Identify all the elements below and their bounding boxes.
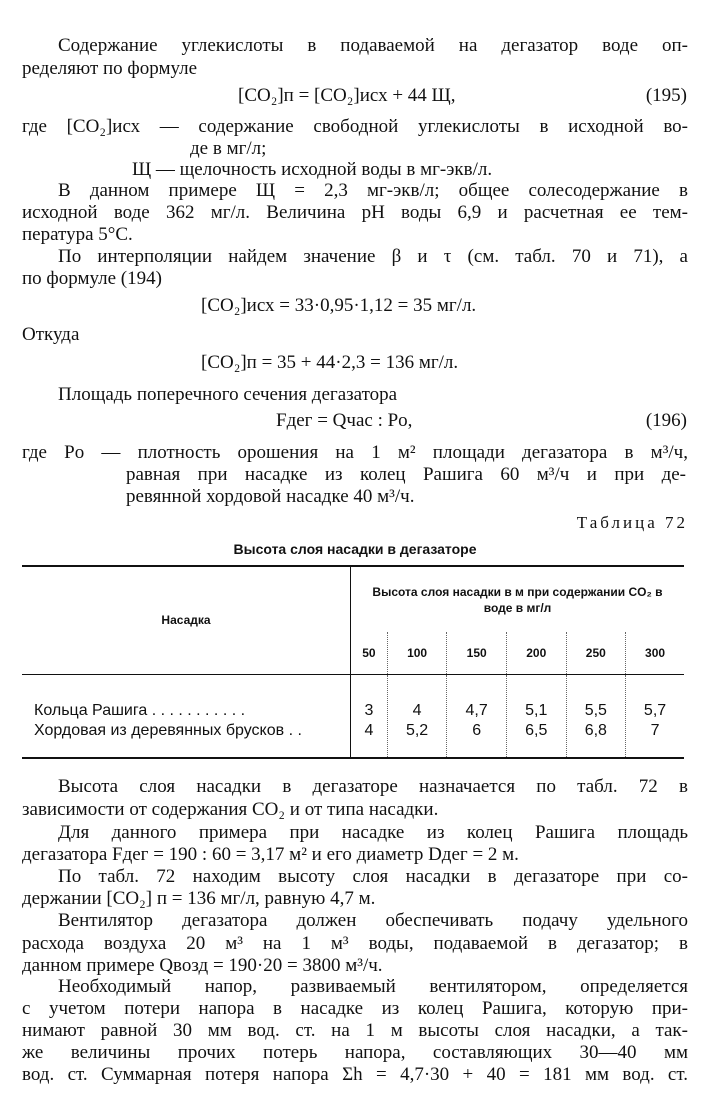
cell-value: 4 — [364, 721, 374, 739]
paragraph-line: данном примере Qвозд = 190·20 = 3800 м³/ч. — [22, 955, 383, 976]
paragraph-line: дегазатора Fдег = 190 : 60 = 3,17 м² и его диаметр Dдег = 2 м. — [22, 844, 519, 865]
header-packing: Насадка — [22, 566, 351, 674]
cell-value: 4 — [412, 701, 422, 719]
table-cell — [447, 674, 507, 758]
table-row-names — [22, 674, 351, 758]
cell-value: 6,5 — [525, 721, 548, 739]
equation-196: Fдег = Qчас : Pо, — [276, 410, 413, 431]
cell-value: 5,2 — [405, 721, 429, 739]
equation-co2-supplied: [CO₂]п = 35 + 44·2,3 = 136 мг/л. — [201, 352, 459, 373]
equation-number: (195) — [645, 85, 687, 106]
header-concentration: 250 — [566, 632, 626, 674]
definition-line: где Pо — плотность орошения на 1 м² площади дегазатора в м³/ч, — [22, 442, 688, 463]
definition-line: де в мг/л; — [190, 138, 267, 159]
table-cell — [566, 674, 626, 758]
cell-value: 4,7 — [465, 701, 488, 719]
header-concentration: 300 — [626, 632, 684, 674]
header-concentration: 100 — [387, 632, 447, 674]
paragraph-line: исходной воде 362 мг/л. Величина pH воды 6,9 и расчетная ее тем- — [22, 202, 688, 223]
cell-value: 3 — [364, 701, 374, 719]
table-cell — [626, 674, 684, 758]
header-group: Высота слоя насадки в м при содержании CO₂ в воде в мг/л — [351, 566, 685, 632]
cell-value: 6,8 — [584, 721, 607, 739]
paragraph-line: с учетом потери напора в насадке из колец Рашига, которую при- — [22, 998, 688, 1019]
header-concentration: 150 — [447, 632, 507, 674]
paragraph-line: Для данного примера при насадке из колец Рашига площадь — [58, 822, 688, 843]
paragraph-line: же величины прочих потерь напора, составляющих 30—40 мм — [22, 1042, 688, 1063]
paragraph-line: держании [CO₂] п = 136 мг/л, равную 4,7 м. — [22, 888, 376, 909]
table-cell — [351, 674, 388, 758]
definition-line: ревянной хордовой насадке 40 м³/ч. — [126, 486, 415, 507]
paragraph-line: Вентилятор дегазатора должен обеспечивать подачу удельного — [58, 910, 688, 931]
paragraph-line: пература 5°С. — [22, 224, 133, 245]
paragraph-line: расхода воздуха 20 м³ на 1 м³ воды, подаваемой в дегазатор; в — [22, 933, 688, 954]
row-name: Кольца Рашига . . . . . . . . . . . — [34, 701, 246, 719]
cell-value: 5,7 — [643, 701, 667, 719]
table-caption: Высота слоя насадки в дегазаторе — [233, 541, 477, 557]
packing-height-table — [22, 565, 684, 759]
cell-value: 6 — [472, 721, 482, 739]
paragraph-line: В данном примере Щ = 2,3 мг-экв/л; общее солесодержание в — [58, 180, 688, 201]
table-label: Таблица 72 — [576, 513, 688, 532]
paragraph-line: зависимости от содержания CO₂ и от типа насадки. — [22, 799, 439, 820]
paragraph-line: нимают равной 30 мм вод. ст. на 1 м высоты слоя насадки, а так- — [22, 1020, 688, 1041]
definition-line: Щ — щелочность исходной воды в мг-экв/л. — [132, 159, 493, 180]
header-concentration: 50 — [351, 632, 388, 674]
paragraph-line: ределяют по формуле — [22, 58, 198, 79]
definition-line: где [CO₂]исх — содержание свободной углекислоты в исходной во- — [22, 116, 688, 137]
paragraph-line: Необходимый напор, развиваемый вентилятором, определяется — [58, 976, 688, 997]
table-cell — [506, 674, 566, 758]
table-cell — [387, 674, 447, 758]
paragraph-line: Содержание углекислоты в подаваемой на дегазатор воде оп- — [58, 35, 688, 56]
paragraph-line: Площадь поперечного сечения дегазатора — [58, 384, 398, 405]
paragraph-line: вод. ст. Суммарная потеря напора Σh = 4,7·30 + 40 = 181 мм вод. ст. — [22, 1064, 688, 1085]
equation-number: (196) — [645, 410, 687, 431]
cell-value: 7 — [650, 721, 660, 739]
equation-co2-initial: [CO₂]исх = 33·0,95·1,12 = 35 мг/л. — [201, 295, 477, 316]
paragraph-line: Откуда — [22, 324, 80, 345]
paragraph-line: По табл. 72 находим высоту слоя насадки в дегазаторе при со- — [58, 866, 688, 887]
cell-value: 5,5 — [584, 701, 607, 719]
paragraph-line: по формуле (194) — [22, 268, 162, 289]
cell-value: 5,1 — [525, 701, 548, 719]
definition-line: равная при насадке из колец Рашига 60 м³/ч и при де- — [126, 464, 686, 485]
header-concentration: 200 — [506, 632, 566, 674]
equation-195: [CO₂]п = [CO₂]исх + 44 Щ, — [238, 85, 456, 106]
row-name: Хордовая из деревянных брусков . . — [34, 721, 302, 739]
paragraph-line: По интерполяции найдем значение β и τ (см. табл. 70 и 71), а — [58, 246, 688, 267]
paragraph-line: Высота слоя насадки в дегазаторе назначается по табл. 72 в — [58, 776, 688, 797]
